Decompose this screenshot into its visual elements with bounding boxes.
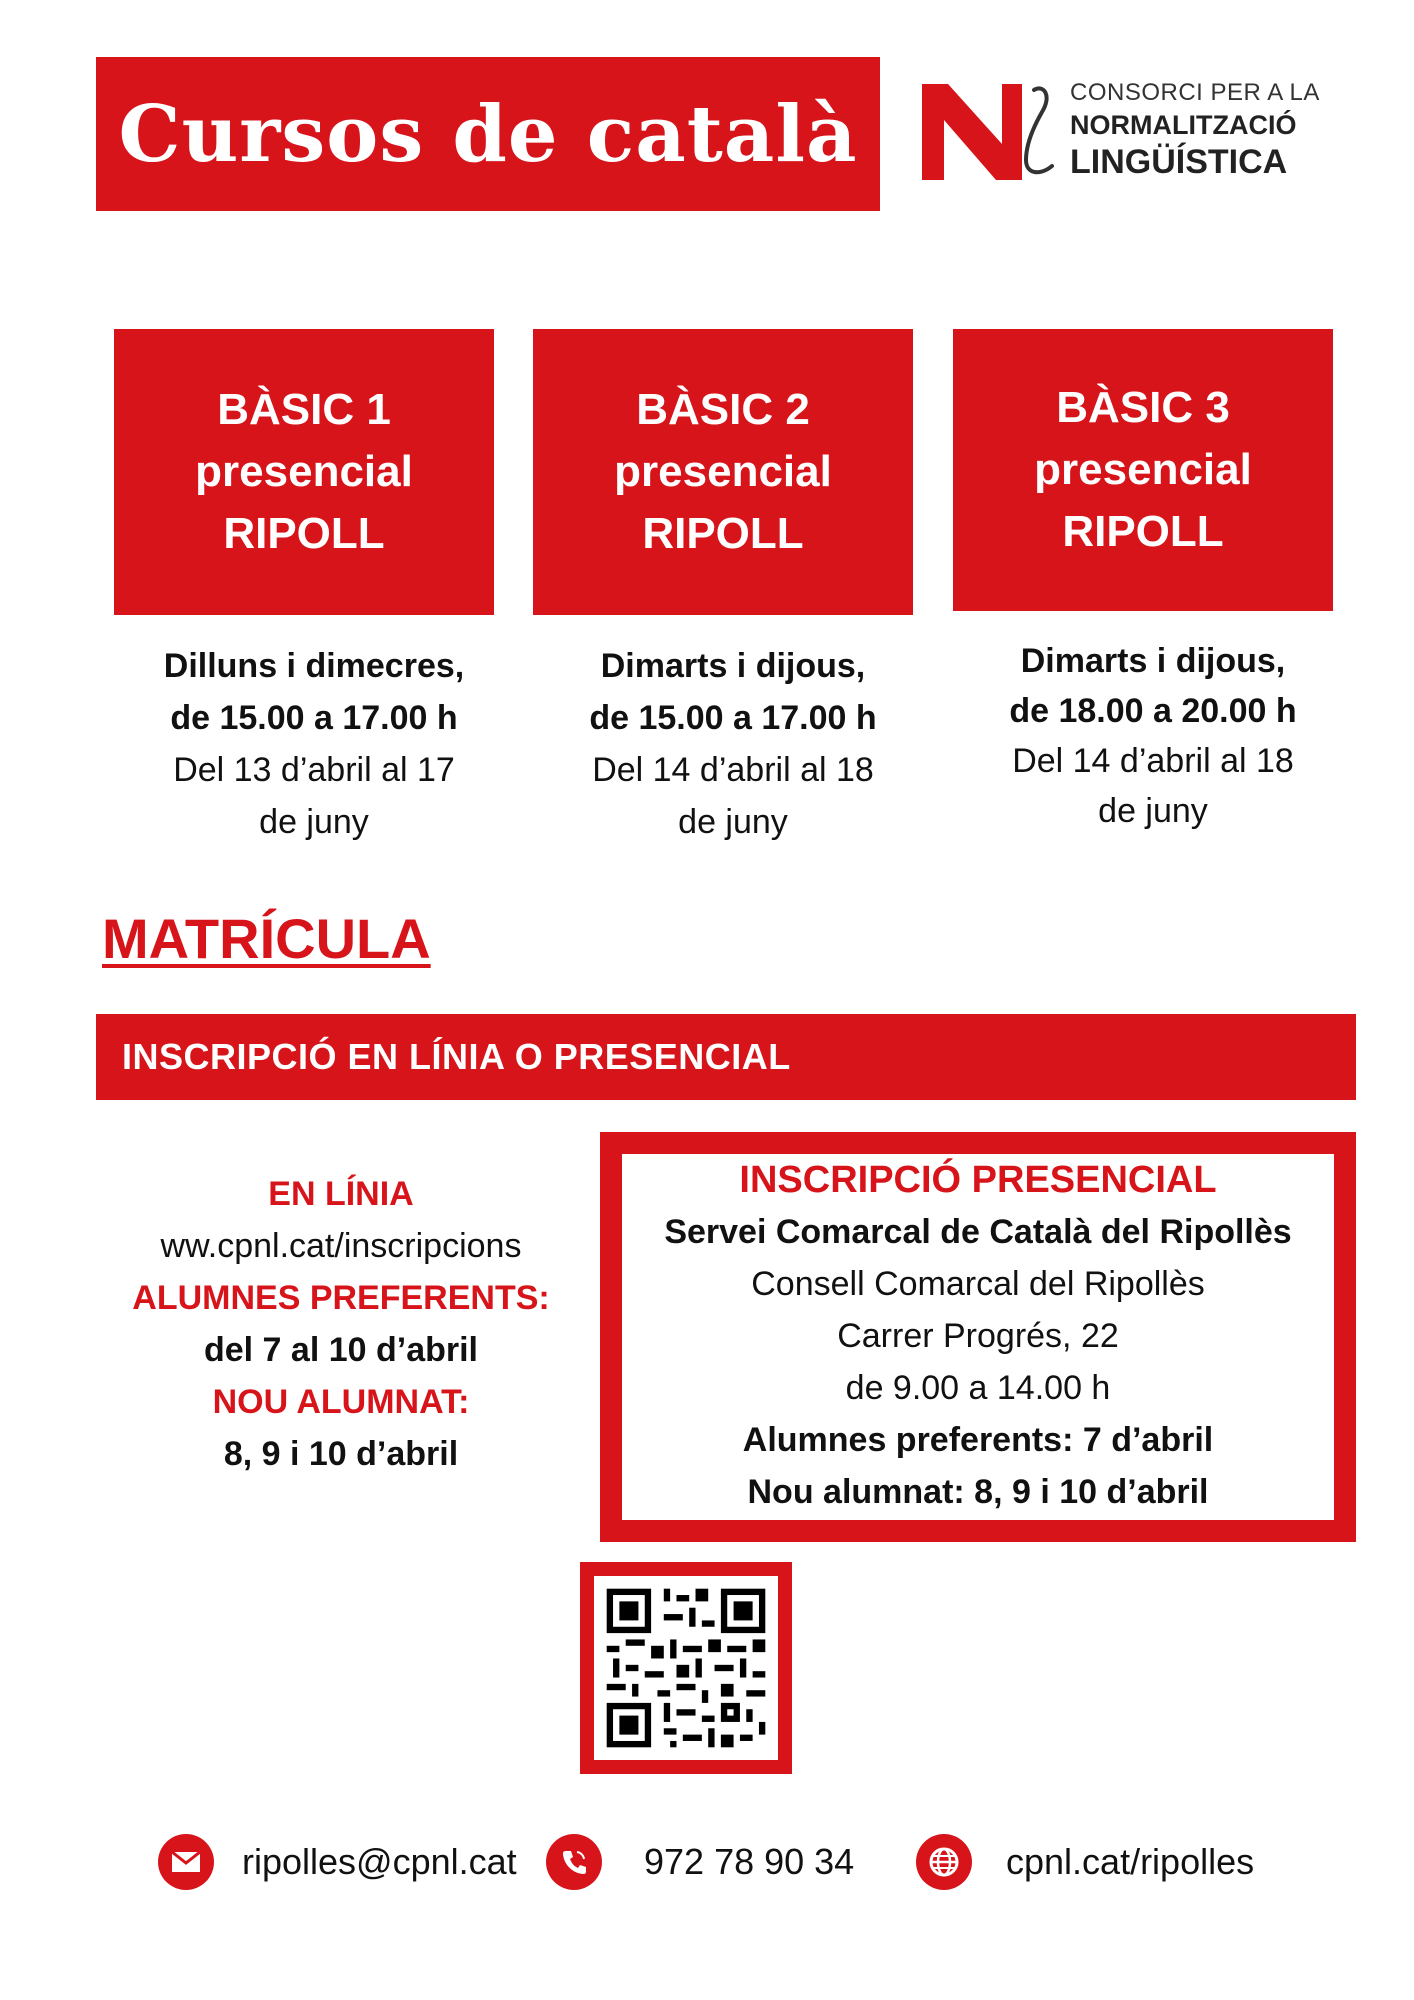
preferred-label: ALUMNES PREFERENTS: — [132, 1279, 550, 1317]
in-person-heading: INSCRIPCIÓ PRESENCIAL — [739, 1159, 1217, 1201]
globe-icon — [916, 1834, 972, 1890]
course-schedule-2 — [543, 640, 923, 848]
title-banner — [96, 57, 880, 211]
schedule-time: de 15.00 a 17.00 h — [170, 699, 458, 737]
logo-mark-icon — [922, 82, 1060, 182]
schedule-days: Dimarts i dijous, — [600, 647, 866, 685]
online-heading: EN LÍNIA — [268, 1175, 414, 1213]
enrolment-heading: MATRÍCULA — [102, 907, 431, 970]
course-card-basic-2 — [533, 329, 913, 615]
new-students-label: NOU ALUMNAT: — [212, 1383, 470, 1421]
schedule-dates: Del 13 d’abril al 17 — [173, 751, 455, 789]
in-person-enrolment — [622, 1154, 1334, 1520]
in-person-new: Nou alumnat: 8, 9 i 10 d’abril — [747, 1473, 1209, 1511]
course-mode: presencial — [614, 447, 832, 496]
cpnl-logo — [922, 78, 1322, 188]
online-url-link[interactable]: ww.cpnl.cat/inscripcions — [160, 1227, 522, 1265]
in-person-hours: de 9.00 a 14.00 h — [845, 1369, 1111, 1407]
course-mode: presencial — [195, 447, 413, 496]
contact-web-text: cpnl.cat/ripolles — [1006, 1841, 1255, 1882]
course-level: BÀSIC 2 — [636, 385, 810, 434]
schedule-time: de 15.00 a 17.00 h — [589, 699, 877, 737]
envelope-icon — [158, 1834, 214, 1890]
preferred-dates: del 7 al 10 d’abril — [203, 1331, 478, 1369]
course-card-basic-1 — [114, 329, 494, 615]
contact-phone-text: 972 78 90 34 — [644, 1841, 855, 1882]
logo-line-1: CONSORCI PER A LA — [1070, 79, 1320, 106]
schedule-dates-end: de juny — [678, 803, 788, 841]
course-place: RIPOLL — [1062, 507, 1224, 556]
logo-line-3: LINGÜÍSTICA — [1070, 143, 1288, 181]
contact-web[interactable] — [916, 1832, 1254, 1892]
in-person-preferred: Alumnes preferents: 7 d’abril — [742, 1421, 1214, 1459]
schedule-dates-end: de juny — [259, 803, 369, 841]
in-person-address: Carrer Progrés, 22 — [837, 1317, 1119, 1355]
schedule-dates-end: de juny — [1098, 792, 1208, 830]
new-students-dates: 8, 9 i 10 d’abril — [223, 1435, 459, 1473]
schedule-time: de 18.00 a 20.00 h — [1009, 692, 1297, 730]
contact-email-text: ripolles@cpnl.cat — [242, 1841, 517, 1882]
contact-email[interactable] — [158, 1832, 517, 1892]
course-mode: presencial — [1034, 445, 1252, 494]
course-level: BÀSIC 3 — [1056, 383, 1230, 432]
online-enrolment — [96, 1168, 586, 1480]
course-card-basic-3 — [953, 329, 1333, 611]
contact-phone[interactable] — [546, 1832, 854, 1892]
qr-code-icon — [594, 1576, 778, 1760]
course-schedule-3 — [963, 636, 1343, 836]
enrolment-banner — [96, 1014, 1356, 1100]
course-place: RIPOLL — [223, 509, 385, 558]
in-person-service: Servei Comarcal de Català del Ripollès — [664, 1213, 1292, 1251]
page-title: Cursos de català — [118, 88, 858, 180]
phone-icon — [546, 1834, 602, 1890]
course-level: BÀSIC 1 — [217, 385, 391, 434]
in-person-building: Consell Comarcal del Ripollès — [751, 1265, 1205, 1303]
course-schedule-1 — [124, 640, 504, 848]
logo-line-2: NORMALITZACIÓ — [1070, 110, 1297, 140]
schedule-days: Dimarts i dijous, — [1020, 642, 1286, 680]
course-place: RIPOLL — [642, 509, 804, 558]
schedule-days: Dilluns i dimecres, — [163, 647, 465, 685]
schedule-dates: Del 14 d’abril al 18 — [592, 751, 874, 789]
schedule-dates: Del 14 d’abril al 18 — [1012, 742, 1294, 780]
qr-code[interactable] — [594, 1576, 778, 1760]
enrolment-banner-text: INSCRIPCIÓ EN LÍNIA O PRESENCIAL — [122, 1036, 791, 1077]
